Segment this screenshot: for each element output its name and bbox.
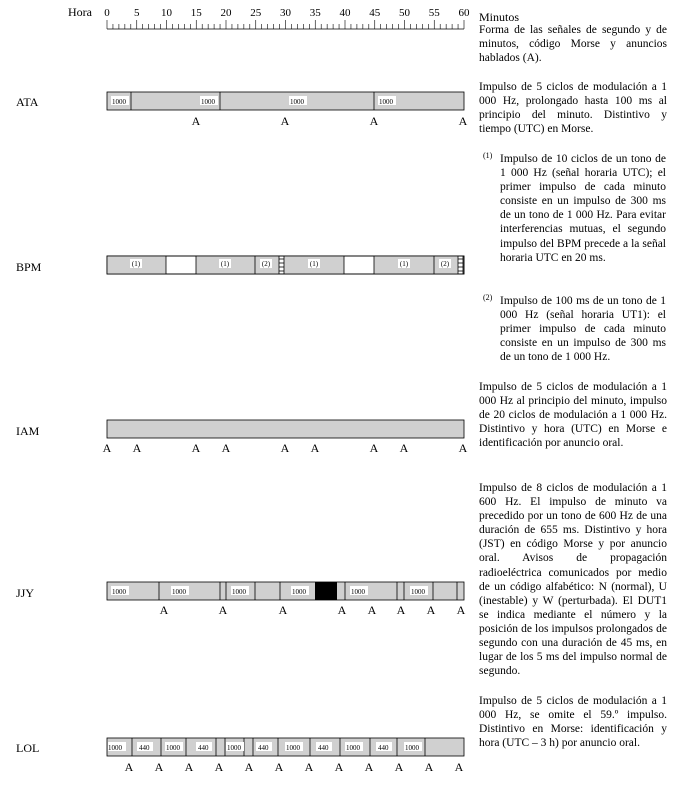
ata-announce-marker: A [191, 114, 201, 128]
jjy-description: Impulso de 8 ciclos de modulación a 1 600 Hz. El impulso de minuto va precedido por un tono de 600 Hz de una duración de 655 ms. Distintivo y hora (JST) en código Morse y por anuncio oral. Avisos de propagación radioeléctrica comunicados por medio de un código alfabético: N (normal), U (inestable) y W (perturbada). El DUT1 se indica mediante el número y la posición de los impulsos prolongados de segundo con una duración de 45 ms, en lugar de los 5 ms del impulso normal de segundo. [479, 482, 667, 678]
jjy-bar-label: 1000 [172, 588, 186, 596]
jjy-announce-marker: A [367, 603, 377, 617]
minutos-label: Minutos [479, 10, 520, 24]
ata-announce-marker: A [458, 114, 468, 128]
bpm-note-2-mark: (2) [483, 293, 493, 302]
lol-description: Impulso de 5 ciclos de modulación a 1 000 Hz, se omite el 59.º impulso. Distintivo en Morse: identificación y hora (UTC – 3 h) por anuncio oral. [479, 695, 667, 750]
iam-announce-marker: A [458, 441, 468, 455]
jjy-announce-marker: A [159, 603, 169, 617]
intro-text: Forma de las señales de segundo y de minutos, código Morse y anuncios hablados (A). [479, 24, 667, 65]
lol-announce-marker: A [334, 760, 344, 774]
ruler-tick-label: 55 [428, 7, 440, 19]
lol-announce-marker: A [244, 760, 254, 774]
lol-bar-label: 1000 [227, 744, 241, 752]
bpm-bar-label: (2) [440, 260, 450, 268]
jjy-announce-marker: A [396, 603, 406, 617]
lol-announce-marker: A [274, 760, 284, 774]
jjy-bar-label: 1000 [292, 588, 306, 596]
lol-announce-marker: A [124, 760, 134, 774]
ata-bar-label: 1000 [290, 98, 304, 106]
lol-announce-marker: A [214, 760, 224, 774]
jjy-bar-label: 1000 [411, 588, 425, 596]
ata-announce-marker: A [280, 114, 290, 128]
ata-announce-marker: A [369, 114, 379, 128]
lol-announce-marker: A [364, 760, 374, 774]
jjy-announce-marker: A [218, 603, 228, 617]
lol-signal-bar [107, 738, 464, 756]
bpm-bar-label: (1) [399, 260, 409, 268]
bpm-bar-label: (1) [220, 260, 230, 268]
iam-announce-marker: A [132, 441, 142, 455]
lol-bar-label: 440 [318, 744, 329, 752]
lol-announce-marker: A [154, 760, 164, 774]
jjy-announce-marker: A [278, 603, 288, 617]
hora-label: Hora [68, 5, 92, 19]
bpm-bar-label: (1) [309, 260, 319, 268]
station-name-jjy: JJY [16, 586, 35, 600]
lol-bar-label: 1000 [108, 744, 122, 752]
bpm-note-1-text: Impulso de 10 ciclos de un tono de 1 000 Hz (señal horaria UTC); el primer impulso de cada minuto consiste en un impulso de 300 ms de un tono de 1 000 Hz. Para evitar interferencias mutuas, el segundo impulso del BPM precede a la señal horaria UTC en 20 ms. [500, 153, 666, 264]
ruler-tick-label: 30 [280, 7, 291, 19]
station-name-iam: IAM [16, 424, 40, 438]
lol-announce-marker: A [394, 760, 404, 774]
ruler-tick-label: 15 [190, 7, 202, 19]
ata-signal-bar [107, 92, 464, 110]
ruler-tick-label: 40 [339, 7, 351, 19]
jjy-announce-marker: A [426, 603, 436, 617]
iam-signal-bar [107, 420, 464, 438]
lol-announce-marker: A [184, 760, 194, 774]
lol-bar-label: 1000 [286, 744, 300, 752]
jjy-announce-marker: A [337, 603, 347, 617]
lol-announce-marker: A [424, 760, 434, 774]
ruler-tick-label: 20 [220, 7, 232, 19]
iam-announce-marker: A [102, 441, 112, 455]
iam-announce-marker: A [399, 441, 409, 455]
lol-bar-label: 440 [139, 744, 150, 752]
jjy-signal-bar [107, 582, 464, 600]
ata-bar-label: 1000 [112, 98, 126, 106]
lol-announce-marker: A [454, 760, 464, 774]
bpm-bar-label: (2) [261, 260, 271, 268]
station-name-lol: LOL [16, 741, 40, 755]
ruler-tick-label: 0 [104, 7, 110, 19]
bpm-note-1 [483, 151, 666, 265]
ruler-tick-label: 45 [369, 7, 381, 19]
jjy-announce-marker: A [456, 603, 466, 617]
bpm-note-2 [483, 293, 666, 364]
station-name-ata: ATA [16, 95, 39, 109]
iam-description: Impulso de 5 ciclos de modulación a 1 000 Hz al principio del minuto, impulso de 20 ciclos de modulación a 1 000 Hz. Distintivo y hora (UTC) en Morse e identificación por anuncio oral. [479, 381, 667, 450]
minute-ruler [104, 7, 470, 29]
lol-announce-marker: A [304, 760, 314, 774]
lol-bar-label: 440 [258, 744, 269, 752]
lol-bar-label: 1000 [346, 744, 360, 752]
bpm-note-1-mark: (1) [483, 151, 493, 160]
ata-bar-label: 1000 [379, 98, 393, 106]
jjy-bar-label: 1000 [232, 588, 246, 596]
iam-announce-marker: A [310, 441, 320, 455]
ruler-tick-label: 60 [458, 7, 470, 19]
bpm-bar-label: (1) [131, 260, 141, 268]
lol-bar-label: 1000 [405, 744, 419, 752]
iam-announce-marker: A [280, 441, 290, 455]
jjy-bar-label: 1000 [351, 588, 365, 596]
ata-description: Impulso de 5 ciclos de modulación a 1 000 Hz, prolongado hasta 100 ms al principio del minuto. Distintivo y tiempo (UTC) en Morse. [479, 81, 667, 136]
ruler-tick-label: 25 [250, 7, 262, 19]
iam-announce-marker: A [221, 441, 231, 455]
ata-bar-label: 1000 [201, 98, 215, 106]
iam-announce-marker: A [191, 441, 201, 455]
bpm-note-2-text: Impulso de 100 ms de un tono de 1 000 Hz (señal horaria UT1): el primer impulso de cada minuto consiste en un impulso de 300 ms de un tono de 1 000 Hz. [500, 295, 666, 364]
ruler-tick-label: 10 [161, 7, 172, 19]
iam-announce-marker: A [369, 441, 379, 455]
lol-bar-label: 440 [378, 744, 389, 752]
lol-bar-label: 440 [198, 744, 209, 752]
ruler-tick-label: 35 [309, 7, 321, 19]
bpm-signal-bar [107, 256, 464, 274]
station-name-bpm: BPM [16, 260, 42, 274]
jjy-bar-label: 1000 [112, 588, 126, 596]
ruler-tick-label: 50 [399, 7, 410, 19]
ruler-tick-label: 5 [134, 7, 140, 19]
lol-bar-label: 1000 [166, 744, 180, 752]
